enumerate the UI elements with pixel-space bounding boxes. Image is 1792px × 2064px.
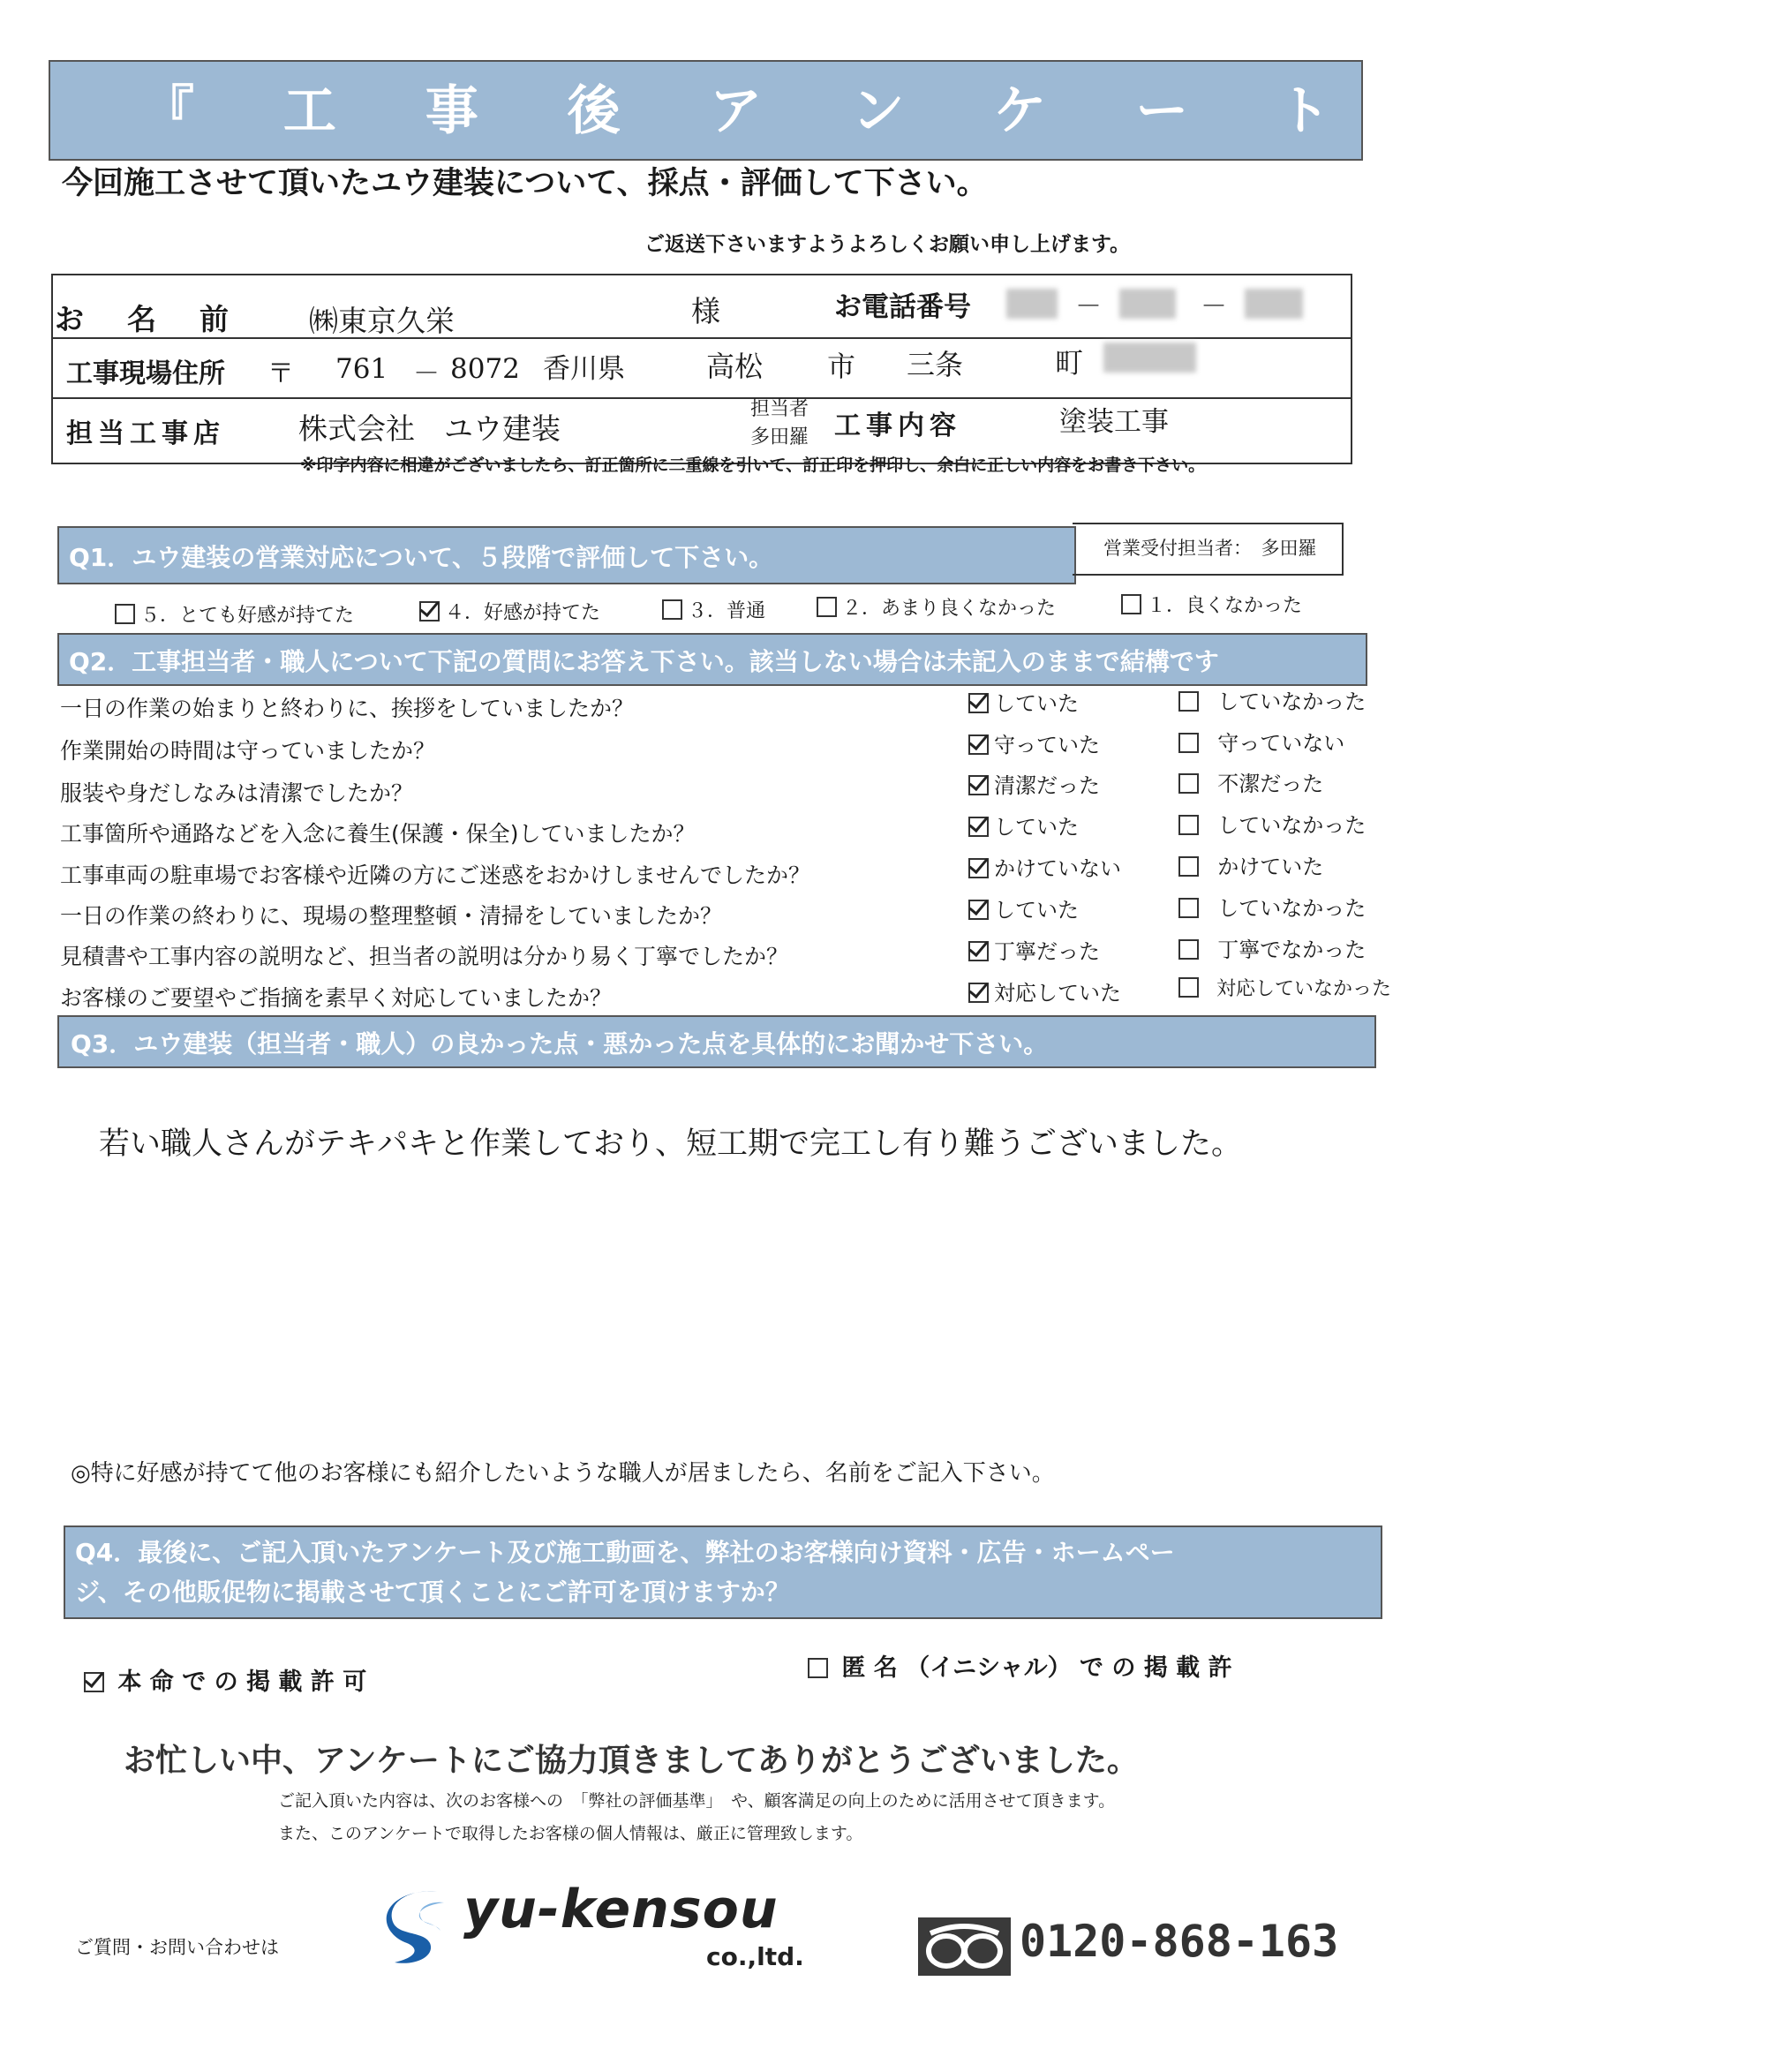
q2-no-8-checkbox[interactable]	[1178, 977, 1199, 998]
q2-answer-yes-3[interactable]	[968, 768, 1100, 799]
q2-yes-4-checkbox[interactable]	[968, 817, 989, 837]
q2-no-1-label: していなかった	[1217, 689, 1367, 714]
city[interactable]: 高松	[706, 350, 764, 383]
q4-option-real-label: 本 命 で の 掲 載 許 可	[117, 1669, 367, 1696]
postal-mark: 〒	[267, 358, 294, 389]
q4-option-anonymous[interactable]	[808, 1648, 1232, 1683]
q2-answer-no-1[interactable]	[1178, 684, 1366, 715]
q2-answer-no-3[interactable]	[1178, 766, 1323, 797]
q2-answer-no-5[interactable]	[1178, 849, 1323, 880]
postal-code-2[interactable]: 8072	[450, 353, 520, 385]
q1-option-2[interactable]	[817, 593, 1056, 621]
q2-question-8: お客様のご要望やご指摘を素早く対応していましたか？	[60, 985, 613, 1011]
q2-no-5-label: かけていた	[1217, 855, 1324, 879]
q4-title-line2: ジ、その他販促物に掲載させて頂くことにご許可を頂けますか？	[75, 1578, 790, 1607]
q2-question-2: 作業開始の時間は守っていましたか？	[60, 738, 436, 764]
q2-no-7-checkbox[interactable]	[1178, 939, 1199, 960]
phone-sep-2: －	[1201, 291, 1227, 322]
q1-option-2-checkbox[interactable]	[817, 597, 837, 617]
q2-answer-yes-2[interactable]	[968, 727, 1100, 758]
q1-option-1-label: １．良くなかった	[1147, 595, 1303, 617]
phone-part-1-redacted	[1006, 289, 1058, 319]
q2-no-3-checkbox[interactable]	[1178, 773, 1199, 794]
town[interactable]: 三条	[907, 348, 964, 381]
q1-option-4-checkbox[interactable]	[419, 601, 440, 621]
q2-question-6: 一日の作業の終わりに、現場の整理整頓・清掃をしていましたか？	[60, 903, 723, 929]
q2-no-2-label: 守っていない	[1217, 731, 1345, 756]
q2-answer-no-4[interactable]	[1178, 808, 1366, 839]
q2-no-4-label: していなかった	[1217, 813, 1367, 838]
q2-yes-6-label: していた	[994, 898, 1079, 923]
q2-yes-4-label: していた	[994, 815, 1079, 840]
q2-answer-no-8[interactable]	[1178, 974, 1391, 1001]
town-suffix: 町	[1055, 346, 1084, 380]
q4-option-anon-checkbox[interactable]	[808, 1658, 828, 1678]
q2-question-5: 工事車両の駐車場でお客様や近隣の方にご迷惑をおかけしませんでしたか？	[60, 863, 811, 888]
q2-answer-no-6[interactable]	[1178, 891, 1366, 922]
q2-no-4-checkbox[interactable]	[1178, 815, 1199, 835]
phone-label: お電話番号	[834, 291, 971, 323]
q2-yes-8-checkbox[interactable]	[968, 983, 989, 1003]
q2-question-4: 工事箇所や通路などを入念に養生(保護・保全)していましたか？	[60, 821, 696, 847]
q2-title: Q2．工事担当者・職人について下記の質問にお答え下さい。該当しない場合は未記入のままで結構です	[69, 647, 1219, 676]
q2-yes-8-label: 対応していた	[994, 981, 1121, 1006]
phone-part-3-redacted	[1245, 289, 1303, 319]
freedial-number[interactable]: 0120-868-163	[1020, 1916, 1339, 1967]
shop-label: 担当工事店	[66, 418, 225, 449]
address-detail-redacted	[1103, 343, 1196, 373]
company-logo-icon	[375, 1885, 459, 1969]
q1-option-2-label: ２．あまり良くなかった	[842, 598, 1057, 620]
postal-sep: －	[413, 358, 440, 389]
honorific: 様	[691, 294, 720, 328]
q3-title: Q3．ユウ建装（担当者・職人）の良かった点・悪かった点を具体的にお聞かせ下さい。	[71, 1029, 1049, 1058]
q2-no-2-checkbox[interactable]	[1178, 733, 1199, 753]
return-request: ご返送下さいますようよろしくお願い申し上げます。	[644, 233, 1131, 256]
q2-no-6-checkbox[interactable]	[1178, 898, 1199, 918]
q2-yes-7-checkbox[interactable]	[968, 941, 989, 961]
q1-option-3-checkbox[interactable]	[662, 599, 682, 620]
q3-answer[interactable]: 若い職人さんがテキパキと作業しており、短工期で完工し有り難うございました。	[99, 1126, 1243, 1162]
q4-option-real-checkbox[interactable]	[84, 1672, 104, 1692]
q2-yes-5-label: かけていない	[994, 856, 1121, 881]
person-value: 多田羅	[750, 426, 809, 448]
q2-answer-no-7[interactable]	[1178, 932, 1366, 963]
q2-no-8-label: 対応していなかった	[1216, 978, 1392, 1000]
q2-answer-yes-8[interactable]	[968, 976, 1121, 1006]
q2-no-3-label: 不潔だった	[1217, 772, 1324, 796]
q4-option-real-name[interactable]	[84, 1662, 366, 1697]
q2-no-7-label: 丁寧でなかった	[1217, 938, 1367, 962]
q2-answer-yes-6[interactable]	[968, 893, 1079, 923]
q2-answer-no-2[interactable]	[1178, 726, 1344, 757]
prefecture[interactable]: 香川県	[543, 353, 625, 385]
q1-option-4[interactable]	[419, 598, 600, 625]
q1-option-5[interactable]	[115, 600, 354, 628]
address-label: 工事現場住所	[66, 358, 225, 389]
q1-option-3[interactable]	[662, 596, 765, 623]
recommend-note: ◎特に好感が持てて他のお客様にも紹介したいような職人が居ましたら、名前をご記入下さい。	[71, 1460, 1055, 1487]
q2-question-7: 見積書や工事内容の説明など、担当者の説明は分かり易く丁寧でしたか？	[60, 944, 789, 969]
page-title: 『 工 事 後 ア ン ケ ー ト 用 紙 』	[141, 80, 1792, 142]
q2-no-5-checkbox[interactable]	[1178, 856, 1199, 877]
q2-no-6-label: していなかった	[1217, 896, 1367, 921]
q2-question-3: 服装や身だしなみは清潔でしたか？	[60, 780, 414, 806]
intro-text: 今回施工させて頂いたユウ建装について、採点・評価して下さい。	[62, 166, 988, 201]
q2-answer-yes-5[interactable]	[968, 851, 1121, 882]
q2-yes-1-checkbox[interactable]	[968, 693, 989, 713]
q2-yes-7-label: 丁寧だった	[994, 939, 1100, 964]
q2-question-1: 一日の作業の始まりと終わりに、挨拶をしていましたか？	[60, 696, 635, 721]
q1-option-5-label: ５．とても好感が持てた	[140, 605, 355, 627]
q2-yes-2-label: 守っていた	[994, 733, 1100, 757]
q2-yes-6-checkbox[interactable]	[968, 900, 989, 920]
company-logo-text: yu-kensou	[463, 1879, 779, 1940]
q4-title-line1: Q4．最後に、ご記入頂いたアンケート及び施工動画を、弊社のお客様向け資料・広告・ホームペー	[75, 1538, 1175, 1567]
q1-option-3-label: ３．普通	[688, 600, 766, 622]
q2-yes-3-checkbox[interactable]	[968, 775, 989, 795]
work-value[interactable]: 塗装工事	[1059, 406, 1169, 438]
shop-value[interactable]: 株式会社 ユウ建装	[298, 411, 561, 446]
q2-yes-5-checkbox[interactable]	[968, 858, 989, 878]
q4-option-anon-label: 匿 名 （イニシャル） で の 掲 載 許	[841, 1654, 1232, 1682]
q1-option-5-checkbox[interactable]	[115, 604, 135, 624]
postal-code-1[interactable]: 761	[335, 353, 388, 385]
phone-sep-1: －	[1075, 291, 1102, 322]
work-label: 工事内容	[834, 411, 961, 441]
correction-note: ※印字内容に相違がございましたら、訂正箇所に二重線を引いて、訂正印を押印し、余白に正しい内容をお書き下さい。	[300, 456, 1206, 475]
q1-option-1[interactable]	[1121, 591, 1302, 618]
q2-yes-2-checkbox[interactable]	[968, 734, 989, 755]
usage-note-1: ご記入頂いた内容は、次のお客様への 「弊社の評価基準」 や、顧客満足の向上のために活用させて頂きます。	[278, 1791, 1116, 1811]
q2-answer-yes-1[interactable]	[968, 686, 1079, 717]
q2-answer-yes-4[interactable]	[968, 810, 1079, 840]
q2-yes-1-label: していた	[994, 691, 1079, 716]
phone-part-2-redacted	[1119, 289, 1176, 319]
name-value[interactable]: ㈱東京久栄	[309, 304, 455, 338]
city-suffix: 市	[827, 350, 856, 383]
name-label: お 名 前	[55, 302, 236, 336]
q2-no-1-checkbox[interactable]	[1178, 691, 1199, 712]
thanks-message: お忙しい中、アンケートにご協力頂きましてありがとうございました。	[124, 1743, 1139, 1779]
freedial-icon	[918, 1917, 1011, 1976]
usage-note-2: また、このアンケートで取得したお客様の個人情報は、厳正に管理致します。	[278, 1824, 863, 1843]
q2-yes-3-label: 清潔だった	[994, 773, 1100, 798]
q2-answer-yes-7[interactable]	[968, 934, 1100, 965]
q1-option-4-label: ４．好感が持てた	[445, 602, 601, 624]
q1-title: Q1．ユウ建装の営業対応について、５段階で評価して下さい。	[69, 543, 774, 572]
inquiry-label: ご質問・お問い合わせは	[75, 1937, 279, 1958]
company-logo-sub: co.,ltd.	[706, 1942, 804, 1971]
q1-option-1-checkbox[interactable]	[1121, 594, 1141, 614]
person-label: 担当者	[750, 398, 809, 420]
sales-person: 営業受付担当者： 多田羅	[1103, 538, 1317, 559]
